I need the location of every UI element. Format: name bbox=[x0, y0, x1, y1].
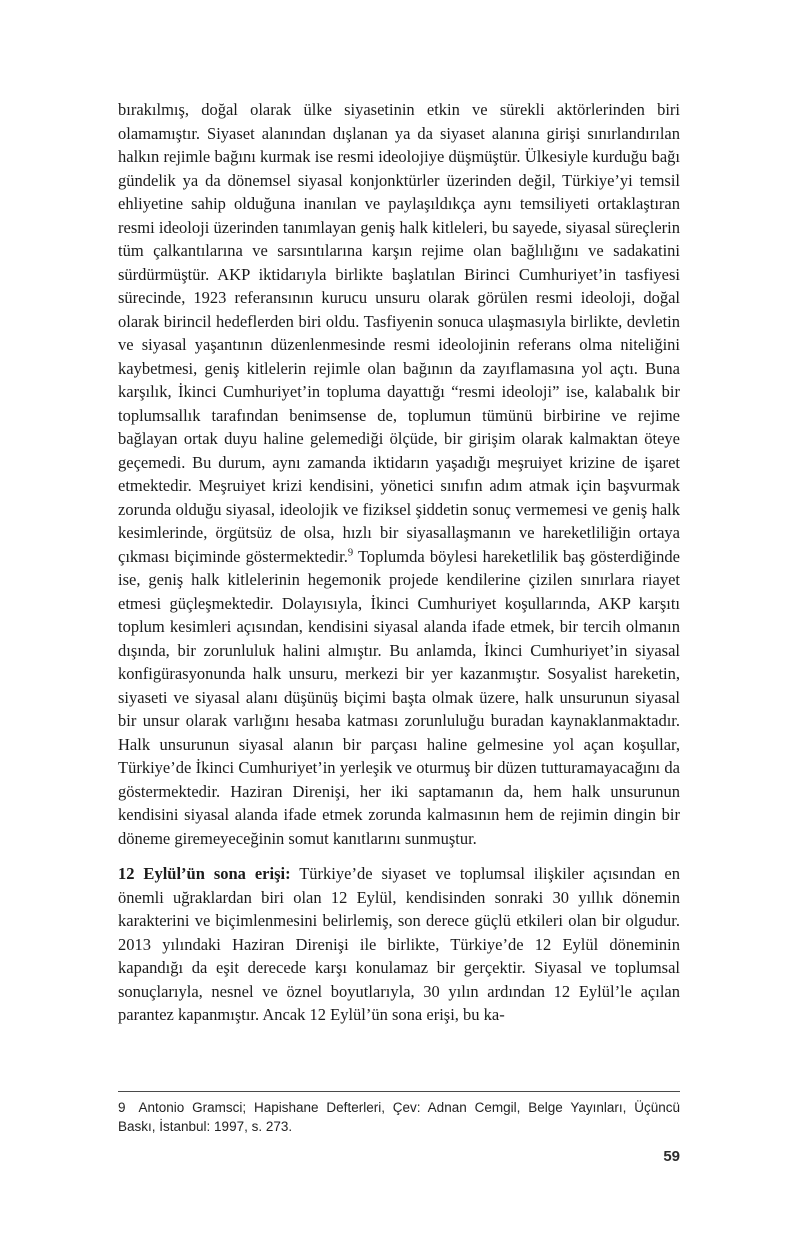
footnote-divider bbox=[118, 1091, 680, 1092]
paragraph-2 bbox=[118, 862, 680, 1027]
paragraph-1 bbox=[118, 98, 680, 850]
paragraph-2-text: Türkiye’de siyaset ve toplumsal ilişkiler açısından en önemli uğraklardan biri olan 12 Eylül, kendisinden sonraki 30 yıllık dönemin karakterini ve biçimlenmesini belirlemiş, son derece güçlü etkileri olan bir olgudur. 2013 yılındaki Haziran Direnişi ile birlikte, Türkiye’de 12 Eylül döneminin kapandığı da eşit derecede karşı konulamaz bir gerçektir. Siyasal ve toplumsal sonuçlarıyla, nesnel ve öznel boyutlarıyla, 30 yılın ardından 12 Eylül’le açılan parantez kapanmıştır. Ancak 12 Eylül’ün sona erişi, bu ka- bbox=[118, 864, 681, 1024]
footnote-marker: 9 bbox=[118, 1100, 126, 1115]
page-body bbox=[118, 98, 680, 1027]
paragraph-1-text-before-ref: bırakılmış, doğal olarak ülke siyasetinin etkin ve sürekli aktörlerinden biri olamamıştır. Siyaset alanından dışlanan ya da siyaset alanına girişi sınırlandırılan halkın rejimle bağını kurmak ise resmi ideolojiye düşmüştür. Ülkesiyle kurduğu bağı gündelik ya da dönemsel siyasal konjonktürler üzerinden değil, Türkiye’yi temsil ehliyetine sahip olduğuna inanılan ve paylaşıldıkça aynı temsiliyeti ortaklaştıran resmi ideoloji üzerinden tanımlayan geniş halk kitleleri, bu sayede, siyasal süreçlerin tüm çalkantılarına ve sarsıntılarına karşın rejime olan bağlılığını ve sadakatini sürdürmüştür. AKP iktidarıyla birlikte başlatılan Birinci Cumhuriyet’in tasfiyesi sürecinde, 1923 referansının kurucu unsuru olarak görülen resmi ideoloji, doğal olarak birincil hedeflerden biri oldu. Tasfiyenin sonuca ulaşmasıyla birlikte, devletin ve siyasal yaşantının düzenlenmesinde resmi ideolojinin referans olma niteliğini kaybetmesi, geniş kitlelerin rejimle olan bağının da zayıflamasına yol açtı. Buna karşılık, İkinci Cumhuriyet’in topluma dayattığı “resmi ideoloji” ise, kalabalık bir toplumsallık tarafından benimsense de, toplumun tümünü birbirine ve rejime bağlayan ortak duyu haline gelemediği ölçüde, bir girişim olarak kalmaktan öteye geçemedi. Bu durum, aynı zamanda iktidarın yaşadığı meşruiyet krizine de işaret etmektedir. Meşruiyet krizi kendisini, yönetici sınıfın adım atmak için başvurmak zorunda olduğu siyasal, ideolojik ve fiziksel şiddetin sonuç vermemesi ve geniş halk kesimlerinde, örgütsüz de olsa, hızlı bir siyasallaşmanın ve hareketliliğin ortaya çıkması biçiminde göstermektedir. bbox=[118, 100, 680, 566]
footnote-area bbox=[118, 1091, 680, 1136]
footnote-ref: 9 bbox=[347, 547, 354, 558]
paragraph-2-lead: 12 Eylül’ün sona erişi: bbox=[118, 864, 291, 883]
paragraph-1-text-after-ref: Toplumda böylesi hareketlilik baş gösterdiğinde ise, geniş halk kitlelerinin hegemonik projede kendilerine çizilen sınırlara riayet etmesi güçleşmektedir. Dolayısıyla, İkinci Cumhuriyet koşullarında, AKP karşıtı toplum kesimleri açısından, kendisini siyasal alanda ifade etmek, bir tercih olmanın dışında, bir zorunluluk halini almıştır. Bu anlamda, İkinci Cumhuriyet’in siyasal konfigürasyonunda halk unsuru, merkezi bir yer kazanmıştır. Sosyalist hareketin, siyaseti ve siyasal alanı düşünüş biçimi başta olmak üzere, halk unsurunun siyasal bir unsur olarak varlığını hesaba katması zorunluluğu buradan kaynaklanmaktadır. Halk unsurunun siyasal alanın bir parçası haline gelmesine yol açan koşullar, Türkiye’de İkinci Cumhuriyet’in yerleşik ve oturmuş bir düzen tutturamayacağını da göstermektedir. Haziran Direnişi, her iki saptamanın da, hem halk unsurunun kendisini siyasal alanda ifade etmek zorunda kalmasının hem de rejimin dingin bir döneme giremeyeceğinin somut kanıtlarını sunmuştur. bbox=[118, 546, 680, 848]
footnote-text: Antonio Gramsci; Hapishane Defterleri, Çev: Adnan Cemgil, Belge Yayınları, Üçüncü Baskı, İstanbul: 1997, s. 273. bbox=[118, 1100, 680, 1134]
footnote bbox=[118, 1098, 680, 1136]
page-number: 59 bbox=[663, 1148, 680, 1165]
